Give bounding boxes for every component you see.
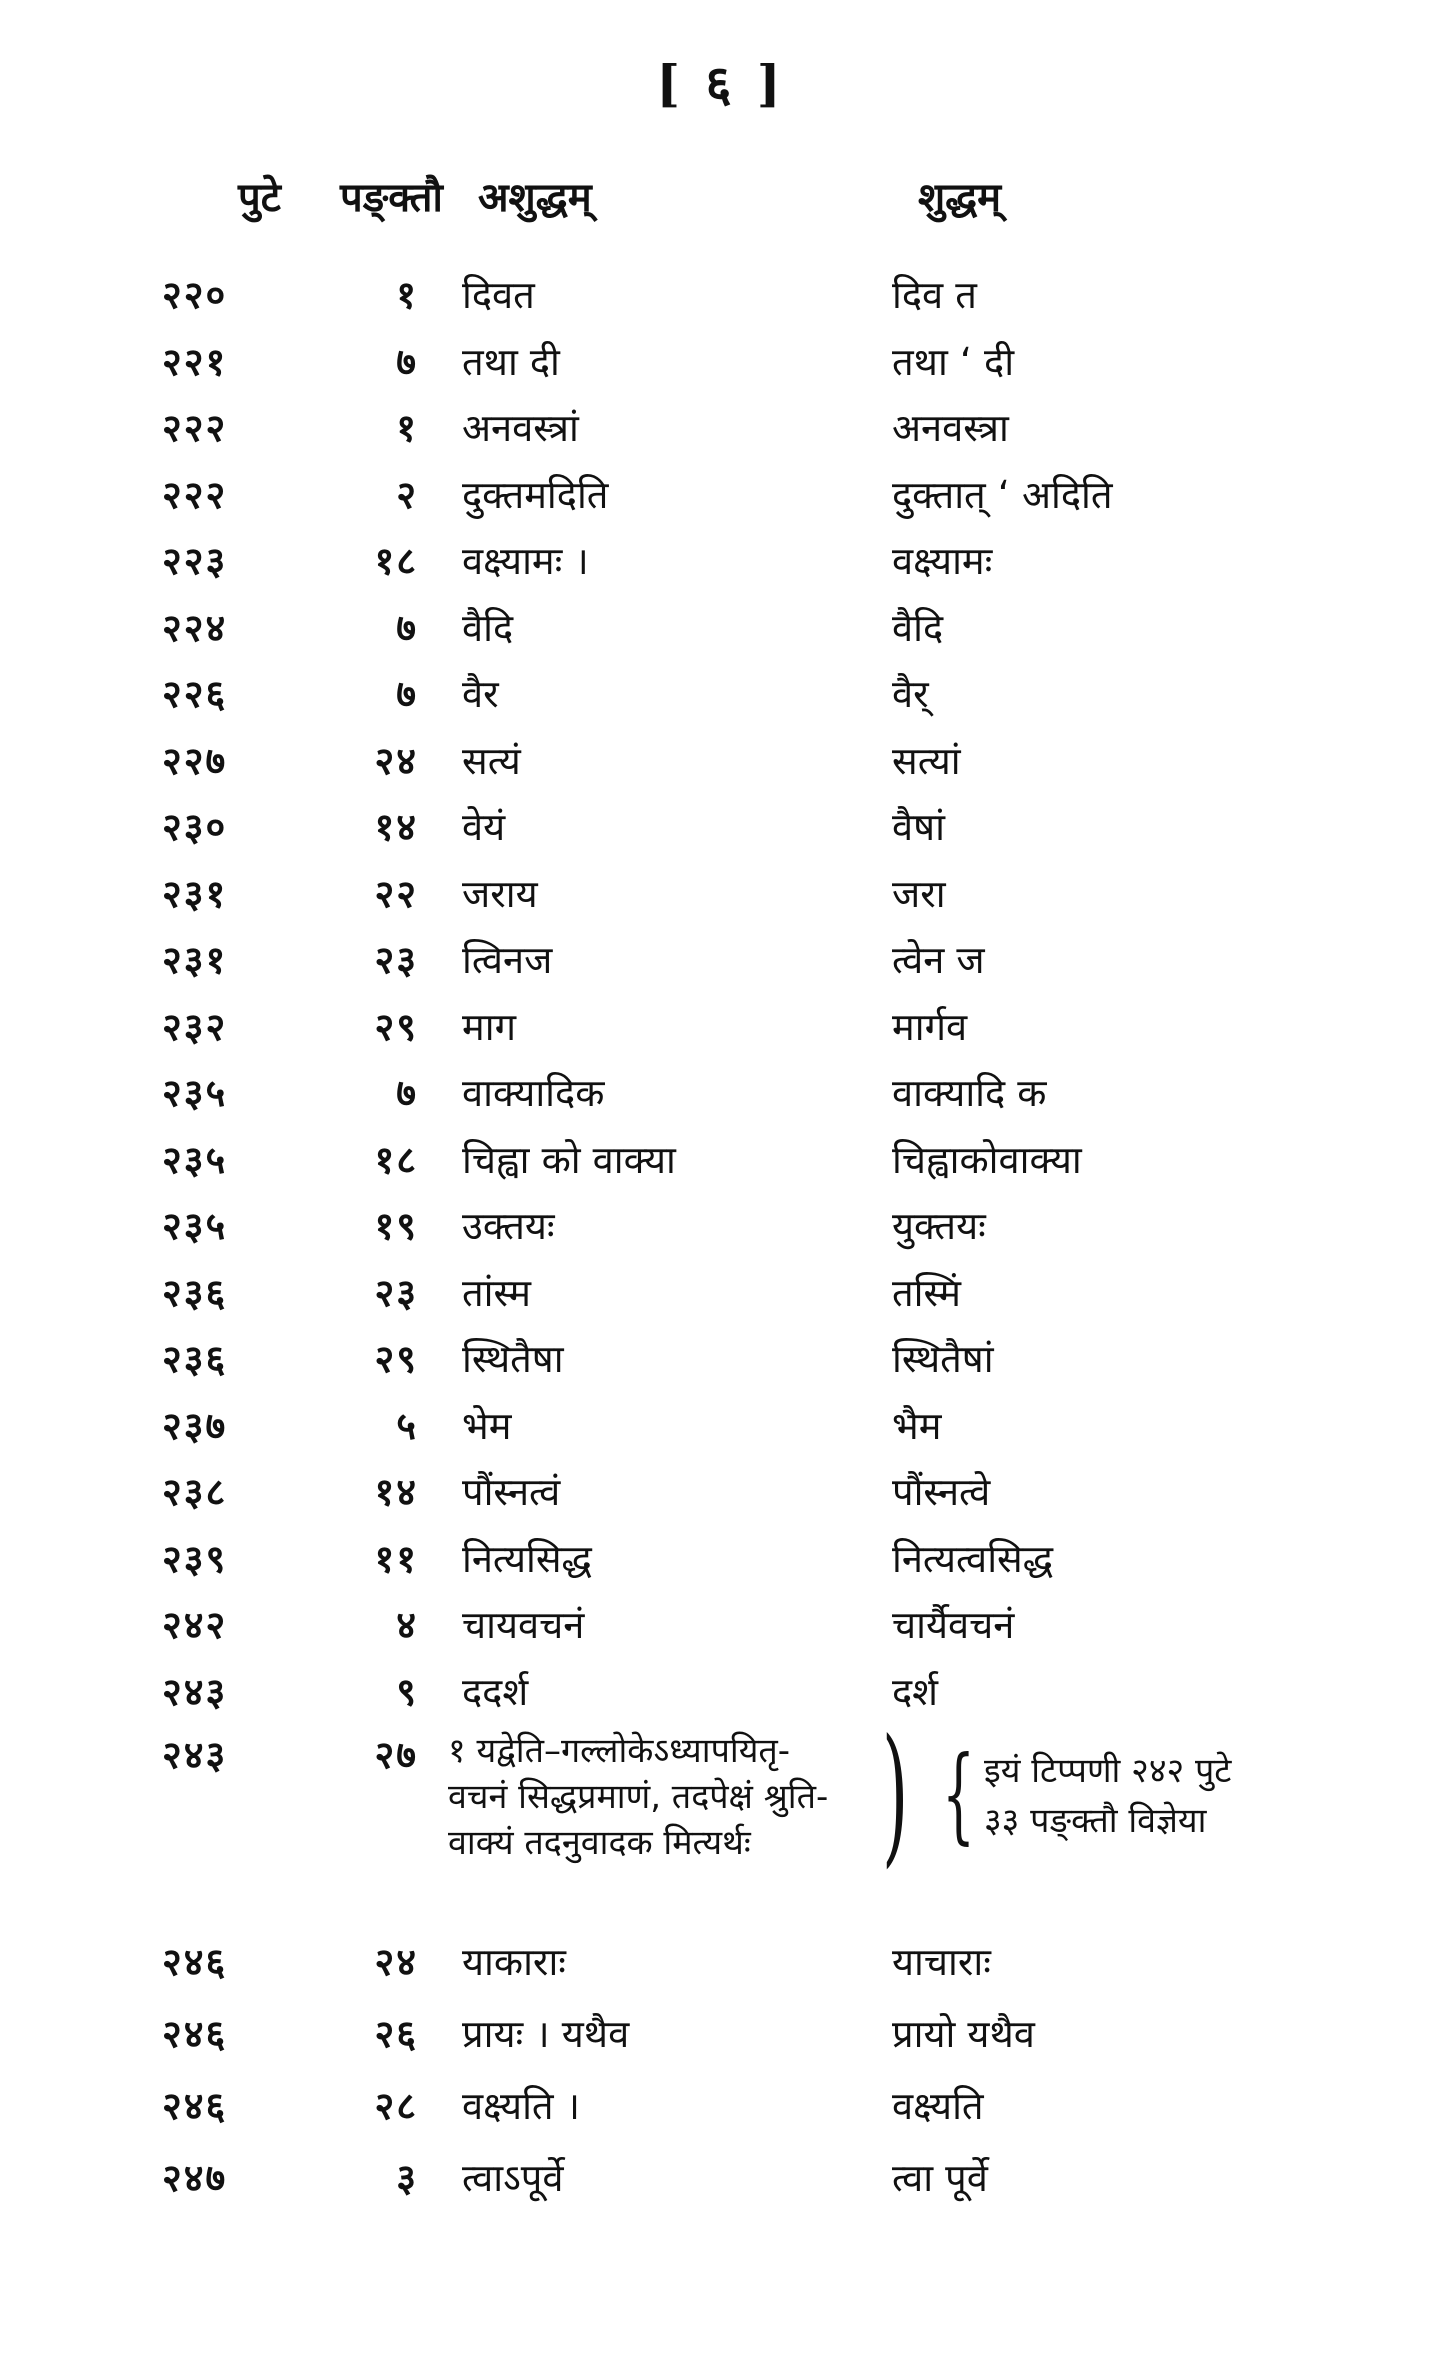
row-correct-text: स्थितैषां [892,1337,994,1381]
row-correct-text: मार्गव [892,1004,968,1049]
errata-row [0,2079,1441,2141]
errata-row [0,1532,1441,1594]
errata-row [0,335,1441,397]
row-page-number: २४३ [162,1669,228,1714]
row-correct-text: वैदि [892,605,944,650]
row-incorrect-text: दिवत [462,273,535,317]
row-page-number: २२७ [162,738,228,783]
row-incorrect-text: वक्ष्यामः । [462,539,589,583]
row-correct-text: त्वेन ज [892,938,985,982]
row-correct-text: तस्मिं [892,1270,962,1315]
row-incorrect-text: वैर [462,672,499,716]
row-incorrect-text: त्वाऽपूर्वे [462,2156,564,2200]
row-incorrect-text: नित्यसिद्ध [462,1536,592,1581]
row-page-number: २४२ [162,1603,228,1647]
row-correct-text: नित्यत्वसिद्ध [892,1536,1054,1581]
errata-row [0,2007,1441,2069]
row-incorrect-text: भेम [462,1403,512,1448]
note-incorrect-line: वाक्यं तदनुवादक मित्यर्थः [448,1823,751,1863]
row-line-number: ३ [396,2156,418,2200]
row-page-number: २२१ [162,339,228,384]
row-correct-text: प्रायो यथैव [892,2012,1035,2056]
row-incorrect-text: तथा दी [462,339,560,384]
opening-brace: { [942,1733,976,1855]
errata-row [0,800,1441,862]
row-incorrect-text: त्विनज [462,938,553,982]
row-line-number: २३ [374,938,418,982]
row-correct-text: याचाराः [892,1940,991,1984]
row-page-number: २२० [162,273,228,317]
row-page-number: २४६ [162,1940,228,1984]
errata-row [0,1199,1441,1261]
row-line-number: ७ [396,1071,418,1115]
row-line-number: २३ [374,1270,418,1315]
row-correct-text: वैषां [892,805,945,849]
note-correct-line: इयं टिप्पणी २४२ पुटे [984,1751,1232,1791]
row-page-number: २३८ [162,1470,228,1514]
row-page-number: २३९ [162,1536,228,1581]
row-line-number: १ [396,273,418,317]
errata-row [0,1066,1441,1128]
errata-row [0,1935,1441,1997]
row-incorrect-text: वक्ष्यति । [462,2084,581,2128]
row-incorrect-text: चायवचनं [462,1603,585,1647]
row-page-number: २३५ [162,1071,228,1115]
row-correct-text: तथा ‘ दी [892,339,1015,384]
row-page-number: २३१ [162,938,228,982]
errata-row [0,2151,1441,2213]
row-correct-text: सत्यां [892,738,961,783]
row-line-number: ९ [396,1669,418,1714]
errata-row [0,1665,1441,1727]
row-line-number: २२ [374,871,418,916]
errata-row [0,933,1441,995]
note-correct-text [948,1746,1231,1846]
note-correct-line: ३३ पङ्क्तौ विज्ञेया [984,1801,1207,1841]
row-page-number: २३० [162,805,228,849]
row-line-number: २४ [374,1940,418,1984]
row-page-number: २३१ [162,871,228,916]
header-page: पुटे [238,175,281,221]
note-line: २७ [374,1733,418,1777]
errata-row [0,1000,1441,1062]
errata-row [0,1598,1441,1660]
row-incorrect-text: सत्यं [462,738,521,783]
row-line-number: २६ [374,2012,418,2056]
row-correct-text: दुक्तात् ‘ अदिति [892,472,1113,517]
errata-row [0,1465,1441,1527]
row-line-number: २८ [374,2084,418,2128]
row-incorrect-text: स्थितैषा [462,1337,564,1381]
row-correct-text: चार्यैवचनं [892,1603,1015,1647]
header-correct: शुद्धम् [918,175,1002,221]
row-incorrect-text: ददर्श [462,1669,529,1714]
row-incorrect-text: वेयं [462,805,506,849]
row-line-number: १९ [374,1204,418,1248]
errata-row [0,601,1441,663]
row-correct-text: अनवस्त्रा [892,406,1009,450]
errata-row [0,667,1441,729]
row-correct-text: युक्तयः [892,1204,986,1248]
row-incorrect-text: दुक्तमदिति [462,472,609,517]
row-incorrect-text: उक्तयः [462,1204,555,1248]
row-line-number: २ [396,472,418,517]
row-correct-text: पौंस्नत्वे [892,1470,991,1514]
row-correct-text: वक्ष्यति [892,2084,984,2128]
row-correct-text: जरा [892,871,946,916]
row-line-number: २९ [374,1004,418,1049]
row-page-number: २३२ [162,1004,228,1049]
row-page-number: २४६ [162,2084,228,2128]
errata-row [0,867,1441,929]
row-page-number: २२२ [162,406,228,450]
row-page-number: २३६ [162,1337,228,1381]
row-page-number: २३७ [162,1403,228,1448]
row-page-number: २२३ [162,539,228,583]
row-line-number: ११ [374,1536,418,1581]
note-incorrect-line: १ यद्वेति–गल्लोकेऽध्यापयितृ- [448,1731,791,1771]
row-line-number: १ [396,406,418,450]
row-line-number: ४ [396,1603,418,1647]
row-correct-text: वाक्यादि क [892,1071,1047,1115]
errata-row [0,1332,1441,1394]
errata-row [0,401,1441,463]
row-incorrect-text: चिह्वा को वाक्या [462,1137,676,1182]
table-header [0,168,1441,238]
row-page-number: २४६ [162,2012,228,2056]
errata-row [0,268,1441,330]
row-line-number: २९ [374,1337,418,1381]
row-line-number: १८ [374,1137,418,1182]
row-page-number: २२६ [162,672,228,716]
page-number: [ ६ ] [656,54,785,113]
row-line-number: ७ [396,672,418,716]
row-line-number: २४ [374,738,418,783]
errata-row [0,468,1441,530]
note-page: २४३ [162,1733,228,1777]
errata-row [0,1399,1441,1461]
errata-row [0,1266,1441,1328]
row-page-number: २३६ [162,1270,228,1315]
row-page-number: २३५ [162,1204,228,1248]
row-correct-text: त्वा पूर्वे [892,2156,988,2200]
row-line-number: ७ [396,339,418,384]
errata-row [0,1133,1441,1195]
row-line-number: १४ [374,805,418,849]
header-incorrect: अशुद्धम् [478,175,592,221]
row-page-number: २२४ [162,605,228,650]
row-incorrect-text: पौंस्नत्वं [462,1470,561,1514]
errata-row [0,734,1441,796]
row-line-number: १४ [374,1470,418,1514]
closing-brace: ) [882,1708,909,1882]
row-incorrect-text: जराय [462,871,538,916]
row-correct-text: वैर् [892,672,929,716]
row-line-number: १८ [374,539,418,583]
row-line-number: ७ [396,605,418,650]
note-incorrect-text [448,1728,878,1866]
row-incorrect-text: अनवस्त्रां [462,406,579,450]
row-correct-text: वक्ष्यामः [892,539,993,583]
row-page-number: २४७ [162,2156,228,2200]
row-correct-text: भैम [892,1403,942,1448]
row-incorrect-text: तांस्म [462,1270,532,1315]
note-entry [0,1708,1441,1928]
row-incorrect-text: प्रायः । यथैव [462,2012,630,2056]
row-page-number: २३५ [162,1137,228,1182]
row-incorrect-text: माग [462,1004,516,1049]
row-line-number: ५ [396,1403,418,1448]
errata-row [0,534,1441,596]
row-incorrect-text: याकाराः [462,1940,566,1984]
row-correct-text: चिह्वाकोवाक्या [892,1137,1082,1182]
note-incorrect-line: वचनं सिद्धप्रमाणं, तदपेक्षं श्रुति- [448,1777,829,1817]
row-correct-text: दिव त [892,273,977,317]
row-page-number: २२२ [162,472,228,517]
header-line: पङ्क्तौ [340,175,443,221]
row-correct-text: दर्श [892,1669,939,1714]
row-incorrect-text: वाक्यादिक [462,1071,605,1115]
row-incorrect-text: वैदि [462,605,514,650]
